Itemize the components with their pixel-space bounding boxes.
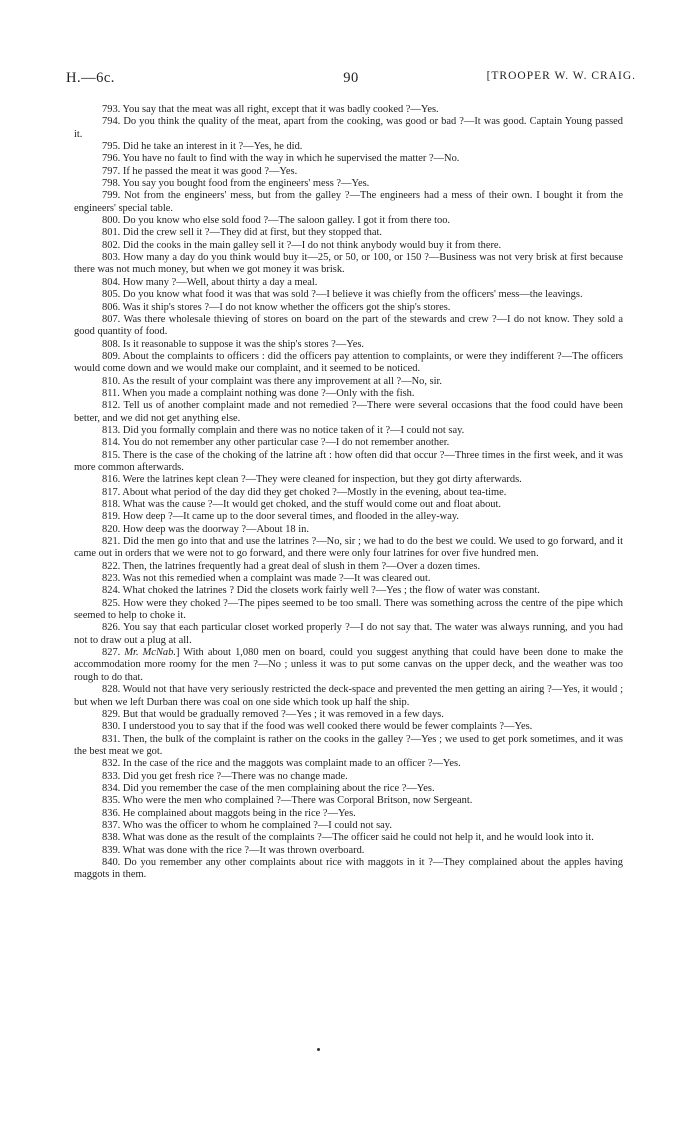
- testimony-paragraph: 823. Was not this remedied when a complaint was made ?—It was cleared out.: [102, 573, 431, 585]
- testimony-paragraph: 837. Who was the officer to whom he complained ?—I could not say.: [102, 819, 392, 831]
- testimony-paragraph: 806. Was it ship's stores ?—I do not know whether the officers got the ship's stores.: [102, 301, 451, 313]
- testimony-paragraph: 827. Mr. McNab.] With about 1,080 men on board, could you suggest anything that could have been done to make the accommodation more roomy for the men ?—No ; unless it was to put some canvas on the upper deck, and the weather was too rough to do that.: [74, 647, 624, 683]
- testimony-paragraph: 807. Was there wholesale thieving of stores on board on the part of the stewards and crew ?—I do not know. They sold a good quantity of food.: [74, 313, 623, 338]
- testimony-paragraph: 813. Did you formally complain and there was no notice taken of it ?—I could not say.: [102, 424, 465, 436]
- testimony-paragraph: 815. There is the case of the choking of the latrine aft : how often did that occur ?—Three times in the first week, and it was more common afterwards.: [74, 449, 623, 473]
- testimony-paragraph: 808. Is it reasonable to suppose it was the ship's stores ?—Yes.: [102, 338, 365, 350]
- testimony-paragraph: 824. What choked the latrines ? Did the closets work fairly well ?—Yes ; the flow of water was constant.: [102, 585, 540, 597]
- page-mark: [317, 1048, 320, 1051]
- testimony-paragraph: 832. In the case of the rice and the maggots was complaint made to an officer ?—Yes.: [102, 758, 461, 770]
- testimony-paragraph: 800. Do you know who else sold food ?—The saloon galley. I got it from there too.: [102, 215, 451, 227]
- testimony-paragraph: 799. Not from the engineers' mess, but from the galley ?—The engineers had a mess of their own. I bought it from the engineers' special table.: [74, 190, 623, 214]
- testimony-paragraph: 812. Tell us of another complaint made and not remedied ?—There were several occasions that the food could have been better, and we did not get anything else.: [74, 400, 623, 424]
- witness-name: [TROOPER W. W. CRAIG.: [486, 70, 636, 82]
- testimony-paragraph: 840. Do you remember any other complaints about rice with maggots in it ?—They complained about the apples having maggots in them.: [74, 856, 623, 881]
- testimony-paragraph: 816. Were the latrines kept clean ?—They were cleaned for inspection, but they got dirty afterwards.: [102, 474, 522, 486]
- testimony-paragraph: 804. How many ?—Well, about thirty a day a meal.: [102, 276, 318, 288]
- document-reference: H.—6c.: [66, 70, 115, 86]
- testimony-paragraph: 826. You say that each particular closet worked properly ?—I do not say that. The water was always running, and you had not to draw out a plug at all.: [74, 622, 623, 646]
- testimony-paragraph: 829. But that would be gradually removed ?—Yes ; it was removed in a few days.: [102, 708, 444, 720]
- page-header: [66, 70, 636, 92]
- testimony-paragraph: 825. How were they choked ?—The pipes seemed to be too small. There was something across the centre of the pipe which seemed to help to choke it.: [74, 597, 623, 622]
- testimony-paragraph: 797. If he passed the meat it was good ?—Yes.: [102, 165, 298, 177]
- testimony-paragraph: 821. Did the men go into that and use the latrines ?—No, sir ; we had to do the best we could. We used to go forward, and it came out in orders that we were not to go forward, and there were only four latrines for over five hundred men.: [74, 536, 623, 560]
- testimony-paragraph: 834. Did you remember the case of the men complaining about the rice ?—Yes.: [102, 782, 435, 794]
- testimony-paragraph: 838. What was done as the result of the complaints ?—The officer said he could not help it, and he would look into it.: [102, 832, 594, 844]
- testimony-paragraph: 835. Who were the men who complained ?—There was Corporal Britson, now Sergeant.: [102, 795, 473, 807]
- testimony-paragraph: 794. Do you think the quality of the meat, apart from the cooking, was good or bad ?—It was good. Captain Young passed it.: [74, 116, 623, 140]
- testimony-paragraph: 818. What was the cause ?—It would get choked, and the stuff would come out and float about.: [102, 499, 502, 510]
- testimony-paragraph: 814. You do not remember any other particular case ?—I do not remember another.: [102, 437, 450, 449]
- testimony-paragraph: 836. He complained about maggots being in the rice ?—Yes.: [102, 807, 356, 819]
- testimony-paragraph: 803. How many a day do you think would buy it—25, or 50, or 100, or 150 ?—Business was not very brisk at first because there was not much money, but when we got money it was brisk.: [74, 252, 623, 276]
- testimony-paragraph: 833. Did you get fresh rice ?—There was no change made.: [102, 770, 348, 782]
- testimony-paragraph: 798. You say you bought food from the engineers' mess ?—Yes.: [102, 178, 370, 190]
- testimony-paragraph: 805. Do you know what food it was that was sold ?—I believe it was chiefly from the officers' mess—the leavings.: [102, 289, 583, 301]
- testimony-paragraph: 820. How deep was the doorway ?—About 18 in.: [102, 523, 309, 535]
- testimony-paragraph: 809. About the complaints to officers : did the officers pay attention to complaints, or were they indifferent ?—The officers would come down and we would make our complaint, and it seemed to be noticed.: [74, 350, 623, 375]
- testimony-paragraph: 817. About what period of the day did they get choked ?—Mostly in the evening, about tea-time.: [102, 486, 507, 498]
- testimony-paragraph: 830. I understood you to say that if the food was well cooked there would be fewer complaints ?—Yes.: [102, 721, 533, 733]
- testimony-paragraph: 793. You say that the meat was all right, except that it was badly cooked ?—Yes.: [102, 104, 439, 115]
- testimony-paragraph: 801. Did the crew sell it ?—They did at first, but they stopped that.: [102, 227, 383, 239]
- testimony-paragraph: 819. How deep ?—It came up to the door several times, and flooded in the alley-way.: [102, 511, 459, 523]
- testimony-paragraph: 831. Then, the bulk of the complaint is rather on the cooks in the galley ?—Yes ; we used to get pork sometimes, and it was the best meat we got.: [74, 733, 623, 757]
- testimony-paragraph: 810. As the result of your complaint was there any improvement at all ?—No, sir.: [102, 375, 443, 387]
- testimony-paragraph: 795. Did he take an interest in it ?—Yes, he did.: [102, 141, 303, 153]
- page-number: 90: [343, 70, 359, 86]
- testimony-paragraph: 802. Did the cooks in the main galley sell it ?—I do not think anybody would buy it from there.: [102, 239, 502, 251]
- testimony-paragraph: 822. Then, the latrines frequently had a great deal of slush in them ?—Over a dozen times.: [102, 560, 481, 572]
- testimony-paragraph: 811. When you made a complaint nothing was done ?—Only with the fish.: [102, 387, 415, 399]
- testimony-paragraph: 839. What was done with the rice ?—It was thrown overboard.: [102, 844, 365, 856]
- testimony-paragraph: 828. Would not that have very seriously restricted the deck-space and prevented the men getting an airing ?—Yes, it would ; but when we left Durban there was coal on one side which took up half the ship.: [74, 684, 623, 708]
- testimony-paragraph: 796. You have no fault to find with the way in which he supervised the matter ?—No.: [102, 153, 460, 165]
- testimony-body: [74, 104, 623, 882]
